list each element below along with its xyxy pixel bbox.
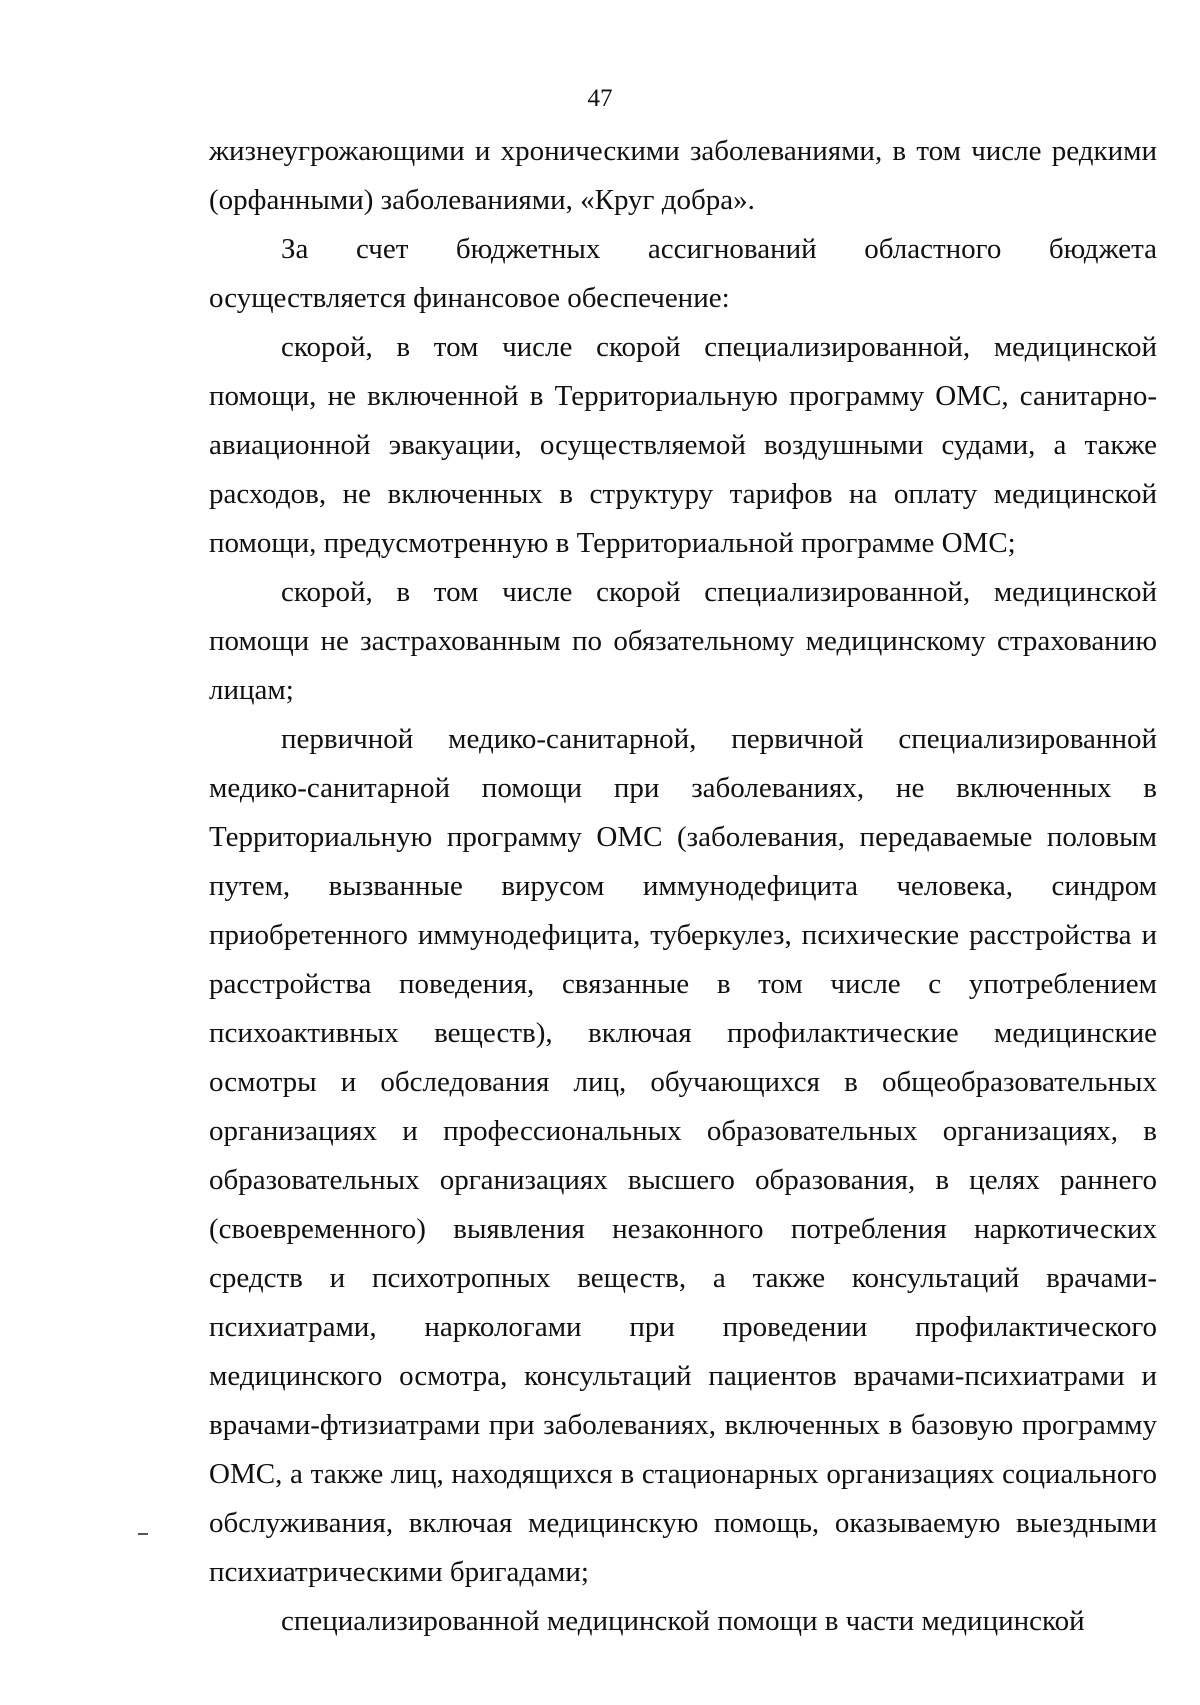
paragraph-3: скорой, в том числе скорой специализированной, медицинской помощи, не включенной в Территориальную программу ОМС, санитарно-авиационной эвакуации, осуществляемой воздушными судами, а также расходов, не включенных в структуру тарифов на оплату медицинской помощи, предусмотренную в Территориальной программе ОМС; — [209, 331, 1157, 559]
paragraph-2: За счет бюджетных ассигнований областного бюджета осуществляется финансовое обеспечение: — [209, 233, 1157, 314]
document-body — [209, 127, 1157, 1646]
paragraph-4: скорой, в том числе скорой специализированной, медицинской помощи не застрахованным по обязательному медицинскому страхованию лицам; — [209, 576, 1157, 706]
margin-mark — [138, 1533, 148, 1535]
paragraph-6: специализированной медицинской помощи в части медицинской — [281, 1605, 1085, 1637]
paragraph-5: первичной медико-санитарной, первичной специализированной медико-санитарной помощи при заболеваниях, не включенных в Территориальную программу ОМС (заболевания, передаваемые половым путем, вызванные вирусом иммунодефицита человека, синдром приобретенного иммунодефицита, туберкулез, психические расстройства и расстройства поведения, связанные в том числе с употреблением психоактивных веществ), включая профилактические медицинские осмотры и обследования лиц, обучающихся в общеобразовательных организациях и профессиональных образовательных организациях, в образовательных организациях высшего образования, в целях раннего (своевременного) выявления незаконного потребления наркотических средств и психотропных веществ, а также консультаций врачами-психиатрами, наркологами при проведении профилактического медицинского осмотра, консультаций пациентов врачами-психиатрами и врачами-фтизиатрами при заболеваниях, включенных в базовую программу ОМС, а также лиц, находящихся в стационарных организациях социального обслуживания, включая медицинскую помощь, оказываемую выездными психиатрическими бригадами; — [209, 723, 1157, 1588]
page-number: 47 — [587, 85, 613, 112]
paragraph-1: жизнеугрожающими и хроническими заболеваниями, в том числе редкими (орфанными) заболеваниями, «Круг добра». — [209, 135, 1157, 216]
